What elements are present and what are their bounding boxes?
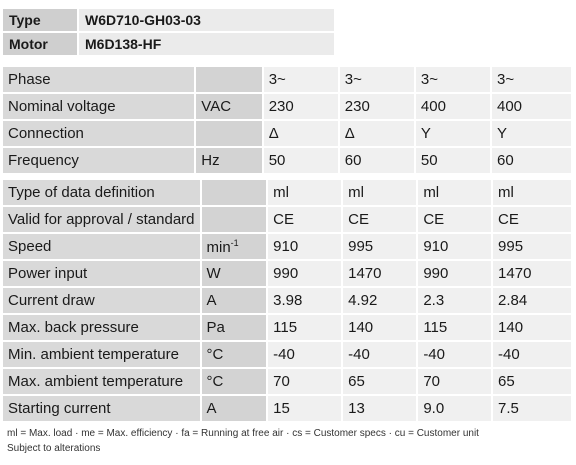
spec-value: 400 — [414, 94, 490, 119]
spec-label: Min. ambient temperature — [3, 342, 200, 367]
spec-value: 990 — [266, 261, 341, 286]
electrical-spec-table — [3, 65, 571, 175]
spec-unit-text: A — [206, 292, 217, 309]
spec-row — [3, 342, 571, 367]
spec-label: Speed — [3, 234, 200, 259]
spec-unit — [200, 369, 267, 394]
spec-value: 910 — [416, 234, 491, 259]
spec-value: 990 — [416, 261, 491, 286]
motor-value: M6D138-HF — [77, 33, 334, 55]
spec-unit — [194, 148, 261, 173]
spec-value: ml — [416, 180, 491, 205]
spec-value: -40 — [341, 342, 416, 367]
spec-unit-text: °C — [206, 346, 224, 363]
spec-value: CE — [491, 207, 571, 232]
spec-unit-text: Hz — [201, 152, 220, 169]
spec-unit-text: min — [206, 238, 231, 256]
spec-label: Connection — [3, 121, 194, 146]
type-label: Type — [3, 9, 77, 31]
spec-value: 1470 — [491, 261, 571, 286]
product-header-table — [3, 7, 334, 57]
spec-unit — [200, 180, 267, 205]
performance-spec-table — [3, 178, 571, 423]
spec-unit — [194, 67, 261, 92]
abbreviation-legend: ml = Max. load · me = Max. efficiency · fa = Running at free air · cs = Customer specs · cu = Customer unit — [7, 428, 479, 439]
spec-value: CE — [416, 207, 491, 232]
spec-label: Power input — [3, 261, 200, 286]
spec-value: 70 — [266, 369, 341, 394]
spec-row — [3, 121, 571, 146]
spec-value: 3~ — [490, 67, 571, 92]
spec-unit — [194, 121, 261, 146]
spec-label: Max. back pressure — [3, 315, 200, 340]
spec-value: 70 — [416, 369, 491, 394]
spec-label: Current draw — [3, 288, 200, 313]
spec-row — [3, 94, 571, 119]
spec-value: 115 — [266, 315, 341, 340]
spec-unit — [200, 234, 267, 259]
spec-label: Nominal voltage — [3, 94, 194, 119]
spec-value: CE — [341, 207, 416, 232]
spec-unit — [200, 396, 267, 421]
spec-row — [3, 234, 571, 259]
spec-value: 3~ — [338, 67, 414, 92]
spec-value: 140 — [341, 315, 416, 340]
type-row — [3, 9, 334, 31]
spec-value: 3~ — [262, 67, 338, 92]
motor-label: Motor — [3, 33, 77, 55]
spec-label: Starting current — [3, 396, 200, 421]
spec-value: -40 — [266, 342, 341, 367]
type-value: W6D710-GH03-03 — [77, 9, 334, 31]
motor-row — [3, 33, 334, 55]
spec-label: Phase — [3, 67, 194, 92]
spec-unit — [200, 342, 267, 367]
spec-unit — [200, 288, 267, 313]
spec-value: Y — [414, 121, 490, 146]
spec-unit — [194, 94, 261, 119]
spec-row — [3, 261, 571, 286]
spec-value: 140 — [491, 315, 571, 340]
spec-row — [3, 315, 571, 340]
spec-value: 995 — [491, 234, 571, 259]
spec-value: 65 — [491, 369, 571, 394]
spec-value: -40 — [416, 342, 491, 367]
spec-unit-text: W — [206, 265, 221, 282]
spec-unit — [200, 261, 267, 286]
spec-row — [3, 207, 571, 232]
spec-value: ml — [491, 180, 571, 205]
spec-value: 60 — [490, 148, 571, 173]
spec-value: 4.92 — [341, 288, 416, 313]
spec-unit-text: °C — [206, 373, 224, 390]
spec-unit-exponent: -1 — [230, 237, 239, 248]
spec-value: 3.98 — [266, 288, 341, 313]
spec-value: Δ — [338, 121, 414, 146]
spec-value: 1470 — [341, 261, 416, 286]
spec-value: -40 — [491, 342, 571, 367]
spec-unit-text: Pa — [206, 319, 225, 336]
spec-unit-text: A — [206, 400, 217, 417]
spec-row — [3, 288, 571, 313]
spec-row — [3, 396, 571, 421]
spec-value: ml — [341, 180, 416, 205]
spec-label: Frequency — [3, 148, 194, 173]
spec-value: 60 — [338, 148, 414, 173]
spec-value: 2.84 — [491, 288, 571, 313]
spec-value: CE — [266, 207, 341, 232]
alterations-note: Subject to alterations — [7, 443, 101, 454]
spec-value: 50 — [414, 148, 490, 173]
spec-label: Valid for approval / standard — [3, 207, 200, 232]
spec-value: Δ — [262, 121, 338, 146]
spec-value: 9.0 — [416, 396, 491, 421]
spec-row — [3, 180, 571, 205]
spec-value: 115 — [416, 315, 491, 340]
spec-value: Y — [490, 121, 571, 146]
spec-row — [3, 148, 571, 173]
spec-value: 2.3 — [416, 288, 491, 313]
spec-value: 13 — [341, 396, 416, 421]
spec-value: 995 — [341, 234, 416, 259]
spec-label: Max. ambient temperature — [3, 369, 200, 394]
spec-value: 7.5 — [491, 396, 571, 421]
spec-value: 230 — [262, 94, 338, 119]
spec-value: 15 — [266, 396, 341, 421]
spec-value: ml — [266, 180, 341, 205]
spec-value: 230 — [338, 94, 414, 119]
spec-value: 910 — [266, 234, 341, 259]
spec-value: 50 — [262, 148, 338, 173]
spec-label: Type of data definition — [3, 180, 200, 205]
spec-value: 400 — [490, 94, 571, 119]
spec-unit — [200, 315, 267, 340]
spec-value: 3~ — [414, 67, 490, 92]
spec-value: 65 — [341, 369, 416, 394]
spec-row — [3, 67, 571, 92]
spec-unit — [200, 207, 267, 232]
spec-row — [3, 369, 571, 394]
spec-unit-text: VAC — [201, 98, 232, 115]
